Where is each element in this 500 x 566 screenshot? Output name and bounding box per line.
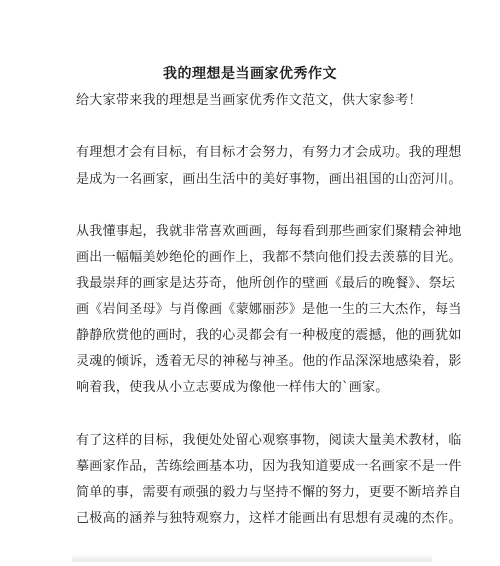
intro-line: 给大家带来我的理想是当画家优秀作文范文，供大家参考！ (76, 93, 422, 108)
paragraph-1-line-2: 是成为一名画家，画出生活中的美好事物，画出祖国的山峦河川。 (76, 172, 462, 187)
paragraph-2-line-4: 画《岩间圣母》与肖像画《蒙娜丽莎》是他一生的三大杰作，每当 (76, 302, 462, 317)
paragraph-3-line-1: 有了这样的目标，我便处处留心观察事物，阅读大量美术教材，临 (76, 433, 462, 448)
paragraph-2-line-1: 从我懂事起，我就非常喜欢画画，每每看到那些画家们聚精会神地 (76, 224, 462, 239)
cut-off-line-fade (72, 554, 432, 562)
paragraph-3-line-2: 摹画家作品，苦练绘画基本功，因为我知道要成一名画家不是一件 (76, 459, 462, 474)
paragraph-1-line-1: 有理想才会有目标，有目标才会努力，有努力才会成功。我的理想 (76, 145, 462, 160)
paragraph-2-line-6: 灵魂的倾诉，透着无尽的神秘与神圣。他的作品深深地感染着，影 (76, 354, 462, 369)
paragraph-3-line-4: 己极高的涵养与独特观察力，这样才能画出有思想有灵魂的杰作。 (76, 511, 462, 526)
paragraph-2-line-7: 响着我，使我从小立志要成为像他一样伟大的`画家。 (76, 380, 389, 395)
paragraph-3-line-3: 简单的事，需要有顽强的毅力与坚持不懈的努力，更要不断培养自 (76, 485, 462, 500)
paragraph-2-line-3: 我最崇拜的画家是达芬奇，他所创作的壁画《最后的晚餐》、祭坛 (76, 276, 456, 291)
paragraph-2-line-5: 静静欣赏他的画时，我的心灵都会有一种极度的震撼，他的画犹如 (76, 328, 462, 343)
paragraph-2-line-2: 画出一幅幅美妙绝伦的画作上，我都不禁向他们投去羡慕的目光。 (76, 250, 462, 265)
document-title: 我的理想是当画家优秀作文 (163, 66, 337, 82)
